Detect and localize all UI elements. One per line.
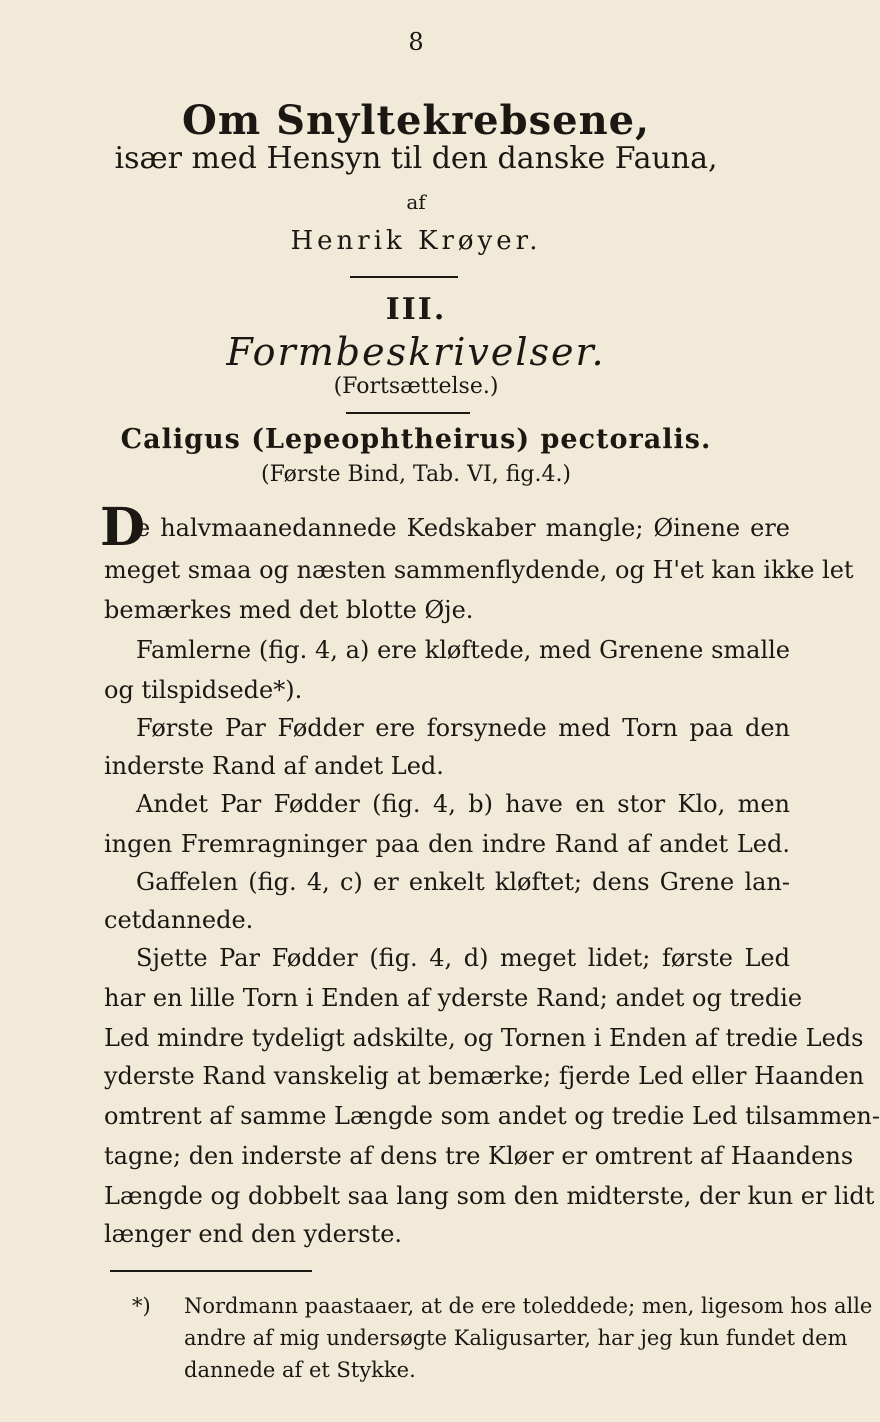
section-number: III.	[385, 292, 447, 327]
byline-prefix: af	[406, 190, 426, 214]
article-title: Om Snyltekrebsene,	[181, 97, 651, 144]
body-line: Længde og dobbelt saa lang som den midterste, der kun er lidt	[104, 1182, 875, 1210]
body-line: Famlerne (fig. 4, a) ere kløftede, med Grenene smalle	[136, 636, 790, 664]
section-title: Formbeskrivelser.	[226, 330, 606, 374]
section-divider	[346, 412, 470, 414]
body-line: bemærkes med det blotte Øje.	[104, 596, 474, 624]
body-line: Sjette Par Fødder (fig. 4, d) meget lidet; første Led	[136, 944, 790, 972]
article-subtitle: især med Hensyn til den danske Fauna,	[114, 141, 718, 176]
body-line: Første Par Fødder ere forsynede med Torn paa den	[136, 714, 790, 742]
body-line: cetdannede.	[104, 906, 254, 934]
body-line: Gaffelen (fig. 4, c) er enkelt kløftet; dens Grene lan-	[136, 868, 790, 896]
body-line: Andet Par Fødder (fig. 4, b) have en stor Klo, men	[136, 790, 790, 818]
page-number: 8	[408, 28, 424, 56]
body-line: længer end den yderste.	[104, 1220, 403, 1248]
species-heading: Caligus (Lepeophtheirus) pectoralis.	[120, 424, 712, 455]
plate-reference: (Første Bind, Tab. VI, fig.4.)	[260, 462, 572, 487]
drop-cap: D	[100, 497, 146, 558]
footnote-line: dannede af et Stykke.	[184, 1358, 416, 1382]
body-line: e halvmaanedannede Kedskaber mangle; Øinene ere	[136, 514, 790, 542]
footnote-line: Nordmann paastaaer, at de ere toleddede; men, ligesom hos alle	[184, 1294, 873, 1318]
footnote-divider	[110, 1270, 312, 1272]
continuation-note: (Fortsættelse.)	[333, 374, 499, 399]
title-divider	[350, 276, 458, 278]
body-line: meget smaa og næsten sammenflydende, og H'et kan ikke let	[104, 556, 854, 584]
body-line: har en lille Torn i Enden af yderste Rand; andet og tredie	[104, 984, 803, 1012]
footnote-marker: *)	[132, 1294, 151, 1318]
body-line: Led mindre tydeligt adskilte, og Tornen i Enden af tredie Leds	[104, 1024, 864, 1052]
body-line: tagne; den inderste af dens tre Kløer er omtrent af Haandens	[104, 1142, 854, 1170]
body-line: inderste Rand af andet Led.	[104, 752, 444, 780]
body-line: omtrent af samme Længde som andet og tredie Led tilsammen-	[104, 1102, 880, 1130]
footnote-line: andre af mig undersøgte Kaligusarter, har jeg kun fundet dem	[184, 1326, 848, 1350]
author-name: Henrik Krøyer.	[290, 226, 542, 256]
body-line: ingen Fremragninger paa den indre Rand af andet Led.	[104, 830, 790, 858]
body-line: yderste Rand vanskelig at bemærke; fjerde Led eller Haanden	[104, 1062, 865, 1090]
body-line: og tilspidsede*).	[104, 676, 303, 704]
